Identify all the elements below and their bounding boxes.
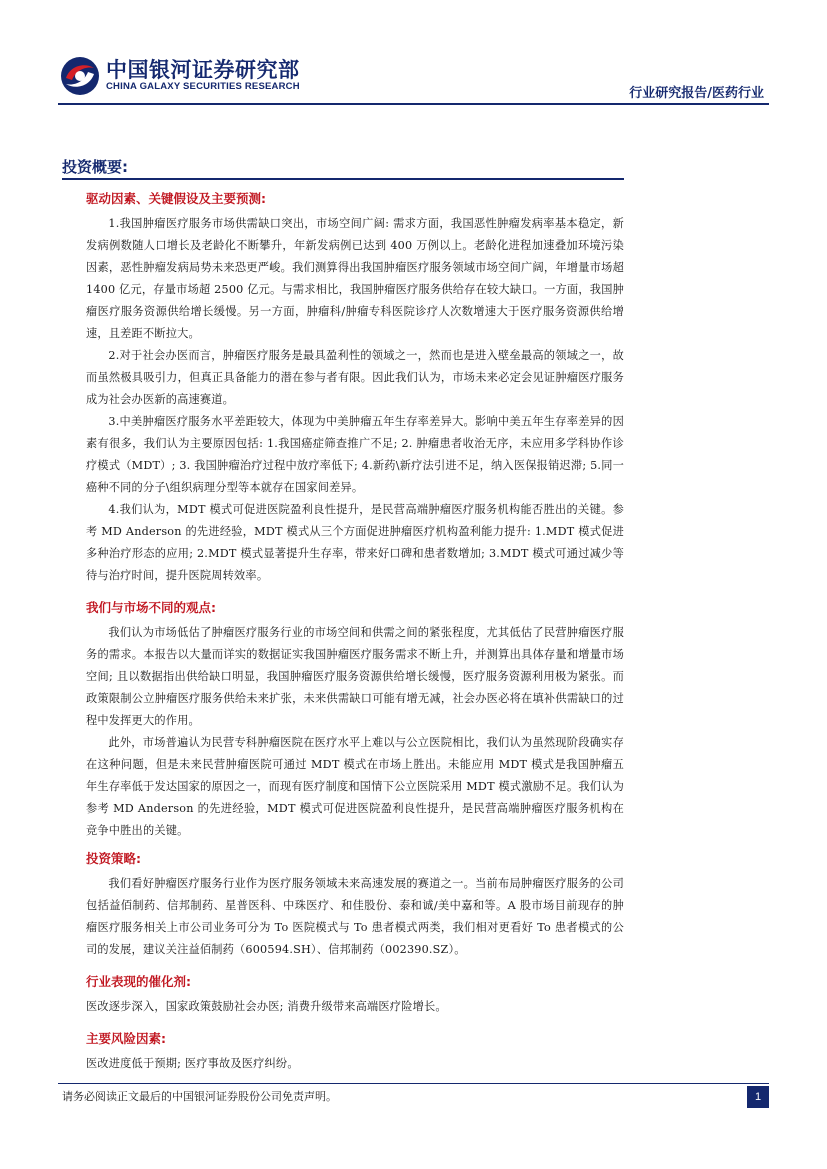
catalysts-paragraph: 医改逐步深入，国家政策鼓励社会办医; 消费升级带来高端医疗险增长。 [86,1000,447,1013]
report-type-label: 行业研究报告/医药行业 [629,86,764,101]
galaxy-logo-icon [60,56,100,96]
header-divider [58,103,769,105]
drivers-paragraph-3: 3.中美肿瘤医疗服务水平差距较大，体现为中美肿瘤五年生存率差异大。影响中美五年生存率差异的因素有很多，我们认为主要原因包括: 1.我国癌症筛查推广不足; 2. 肿瘤患者收治无序，未应用多学科协作诊疗模式（MDT）; 3. 我国肿瘤治疗过程中放疗率低下; 4.新药\新疗法引进不足，纳入医保报销迟滞; 5.同一癌种不同的分子\组织病理分型等本就存在国家间差异。 [86,415,624,494]
views-heading: 我们与市场不同的观点: [86,600,216,615]
logo-english-name: CHINA GALAXY SECURITIES RESEARCH [106,81,300,92]
drivers-paragraph-4: 4.我们认为，MDT 模式可促进医院盈利良性提升，是民营高端肿瘤医疗服务机构能否胜出的关键。参考 MD Anderson 的先进经验，MDT 模式从三个方面促进肿瘤医疗机构盈利能力提升: 1.MDT 模式促进多种治疗形态的应用; 2.MDT 模式显著提升生存率，带来好口碑和患者数增加; 3.MDT 模式可通过减少等待与治疗时间，提升医院周转效率。 [86,503,624,582]
logo-chinese-name: 中国银河证券研究部 [106,58,300,82]
drivers-paragraph-2: 2.对于社会办医而言，肿瘤医疗服务是最具盈利性的领域之一，然而也是进入壁垒最高的领域之一，故而虽然极具吸引力，但真正具备能力的潜在参与者有限。因此我们认为，市场未来必定会见证肿瘤医疗服务成为社会办医新的高速赛道。 [86,349,624,406]
title-divider [62,178,624,180]
risks-paragraph: 医改进度低于预期; 医疗事故及医疗纠纷。 [86,1057,299,1070]
drivers-heading: 驱动因素、关键假设及主要预测: [86,191,266,206]
page-header [58,50,768,106]
main-content [86,188,624,1075]
strategy-paragraph: 我们看好肿瘤医疗服务行业作为医疗服务领域未来高速发展的赛道之一。当前布局肿瘤医疗服务的公司包括益佰制药、信邦制药、星普医科、中珠医疗、和佳股份、泰和诚/美中嘉和等。A 股市场目前现存的肿瘤医疗服务相关上市公司业务可分为 To 医院模式与 To 患者模式两类，我们相对更看好 To 患者模式的公司的发展，建议关注益佰制药（600594.SH）、信邦制药（002390.SZ）。 [86,877,624,956]
risks-heading: 主要风险因素: [86,1031,166,1046]
page-title: 投资概要: [62,158,128,176]
page-number: 1 [747,1086,769,1108]
views-paragraph-1: 我们认为市场低估了肿瘤医疗服务行业的市场空间和供需之间的紧张程度，尤其低估了民营肿瘤医疗服务的需求。本报告以大量而详实的数据证实我国肿瘤医疗服务需求不断上升，并测算出具体存量和增量市场空间; 且以数据指出供给缺口明显，我国肿瘤医疗服务资源供给增长缓慢，医疗服务资源利用极为紧张。而政策限制公立肿瘤医疗服务供给未来扩张，未来供需缺口可能有增无减，社会办医必将在填补供需缺口的过程中发挥更大的作用。 [86,626,624,727]
drivers-paragraph-1: 1.我国肿瘤医疗服务市场供需缺口突出，市场空间广阔: 需求方面，我国恶性肿瘤发病率基本稳定，新发病例数随人口增长及老龄化不断攀升，年新发病例已达到 400 万例以上。老龄化进程加速叠加环境污染因素，恶性肿瘤发病局势未来恐更严峻。我们测算得出我国肿瘤医疗服务领域市场空间广阔，年增量市场超 1400 亿元，存量市场超 2500 亿元。与需求相比，我国肿瘤医疗服务供给存在较大缺口。一方面，我国肿瘤医疗服务资源供给增长缓慢。另一方面，肿瘤科/肿瘤专科医院诊疗人次数增速大于医疗服务资源供给增速，且差距不断拉大。 [86,217,624,340]
footer-divider [58,1083,769,1084]
footer-disclaimer: 请务必阅读正文最后的中国银河证券股份公司免责声明。 [62,1090,337,1103]
strategy-heading: 投资策略: [86,851,141,866]
views-paragraph-2: 此外，市场普遍认为民营专科肿瘤医院在医疗水平上难以与公立医院相比，我们认为虽然现阶段确实存在这种问题，但是未来民营肿瘤医院可通过 MDT 模式在市场上胜出。未能应用 MDT 模式是我国肿瘤五年生存率低于发达国家的原因之一，而现有医疗制度和国情下公立医院采用 MDT 模式激励不足。我们认为参考 MD Anderson 的先进经验，MDT 模式可促进医院盈利良性提升，是民营高端肿瘤医疗服务机构在竞争中胜出的关键。 [86,736,624,837]
catalysts-heading: 行业表现的催化剂: [86,974,191,989]
